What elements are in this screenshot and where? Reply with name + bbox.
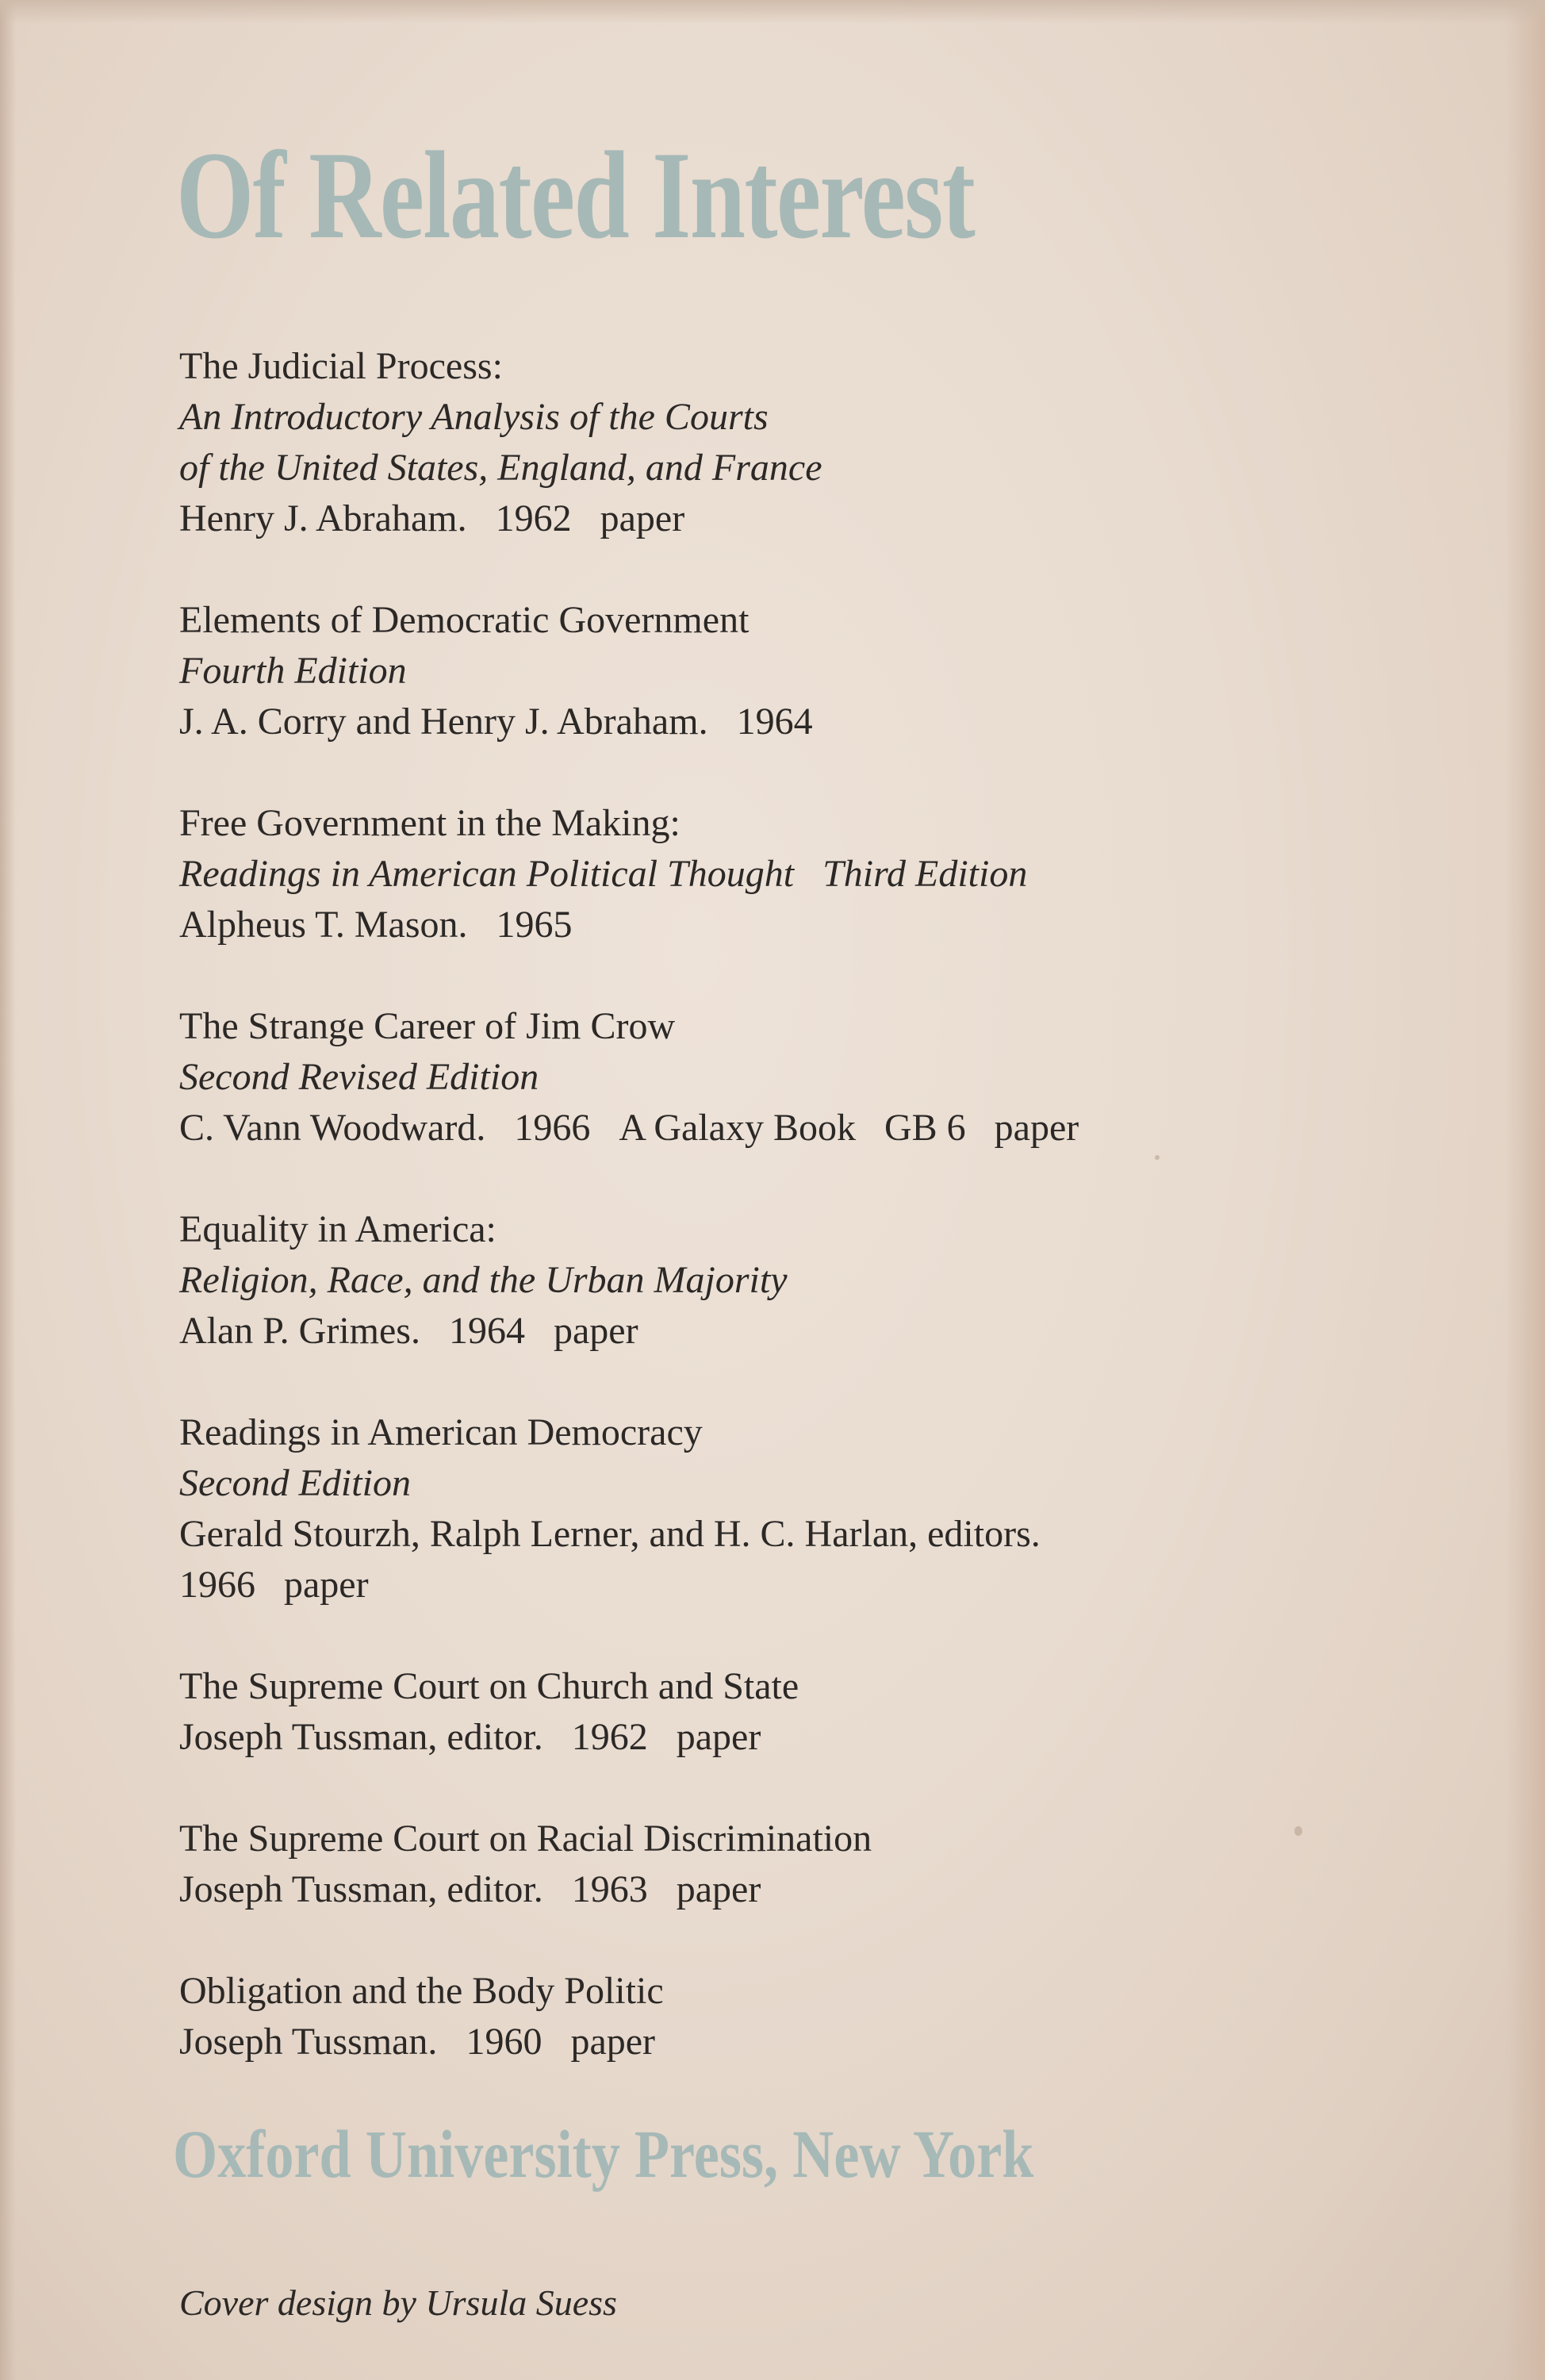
book-author: Joseph Tussman. (179, 2021, 438, 2063)
book-year: 1962 (571, 1716, 648, 1758)
book-subtitle: Second Revised Edition (179, 1056, 539, 1098)
book-format: paper (284, 1564, 369, 1606)
book-detail: paper (676, 1868, 761, 1910)
book-subtitle: of the United States, England, and France (179, 447, 822, 489)
book-subtitle: Second Edition (179, 1462, 411, 1504)
book-edition: Third Edition (822, 853, 1028, 895)
book-title: The Supreme Court on Church and State (179, 1665, 799, 1707)
book-subtitle: Fourth Edition (179, 650, 407, 692)
paper-edge-right (1505, 0, 1545, 2380)
book-detail: paper (994, 1107, 1079, 1149)
book-author: Joseph Tussman, editor. (179, 1716, 543, 1758)
book-author: Joseph Tussman, editor. (179, 1868, 543, 1910)
book-author: Alpheus T. Mason. (179, 904, 468, 946)
book-entry (179, 341, 1417, 544)
book-entry (179, 1001, 1417, 1154)
book-entry (179, 1204, 1417, 1357)
book-entry (179, 798, 1417, 950)
book-entry (179, 1814, 1417, 1915)
book-year: 1964 (448, 1310, 525, 1352)
book-info-line (179, 1306, 1417, 1357)
book-subtitle: An Introductory Analysis of the Courts (179, 396, 769, 438)
book-entry (179, 595, 1417, 747)
book-detail: A Galaxy Book (619, 1107, 856, 1149)
book-author: Alan P. Grimes. (179, 1310, 420, 1352)
book-year: 1964 (736, 701, 813, 743)
book-subtitle-line (179, 849, 1417, 900)
book-info-line (179, 900, 1417, 950)
book-title: Equality in America: (179, 1208, 496, 1250)
book-detail: paper (676, 1716, 761, 1758)
publisher-imprint: Oxford University Press, New York (173, 2116, 1034, 2192)
book-entry (179, 1661, 1417, 1763)
book-year: 1962 (495, 497, 572, 539)
book-subtitle: Readings in American Political Thought (179, 853, 795, 895)
paper-edge-top (0, 0, 1545, 24)
book-info-line (179, 2017, 1417, 2067)
book-info-line (179, 1103, 1417, 1154)
book-author: Henry J. Abraham. (179, 497, 467, 539)
book-title: The Strange Career of Jim Crow (179, 1005, 676, 1047)
book-year: 1966 (514, 1107, 591, 1149)
book-info-line (179, 1560, 1417, 1610)
book-subtitle: Religion, Race, and the Urban Majority (179, 1259, 788, 1301)
book-title: Obligation and the Body Politic (179, 1970, 664, 2012)
book-title: Elements of Democratic Government (179, 599, 749, 641)
book-title: Readings in American Democracy (179, 1411, 703, 1453)
paper-edge-left (0, 0, 16, 2380)
cover-design-credit: Cover design by Ursula Suess (179, 2282, 617, 2323)
book-author: C. Vann Woodward. (179, 1107, 486, 1149)
book-info-line (179, 1712, 1417, 1763)
book-author: J. A. Corry and Henry J. Abraham. (179, 701, 708, 743)
book-info-line (179, 493, 1417, 544)
page-heading: Of Related Interest (176, 126, 975, 265)
book-title: Free Government in the Making: (179, 802, 680, 844)
book-year: 1966 (179, 1564, 255, 1606)
book-year: 1960 (466, 2021, 542, 2063)
book-detail: paper (600, 497, 685, 539)
book-author: Gerald Stourzh, Ralph Lerner, and H. C. Harlan, editors. (179, 1513, 1041, 1555)
book-year: 1965 (496, 904, 573, 946)
book-entry (179, 1966, 1417, 2067)
book-title: The Judicial Process: (179, 345, 503, 387)
book-year: 1963 (571, 1868, 648, 1910)
book-detail: paper (553, 1310, 638, 1352)
book-detail: paper (570, 2021, 656, 2063)
book-info-line (179, 697, 1417, 747)
book-list (179, 341, 1417, 2118)
book-entry (179, 1407, 1417, 1610)
book-detail: GB 6 (884, 1107, 966, 1149)
book-title: The Supreme Court on Racial Discrimination (179, 1818, 872, 1860)
book-info-line (179, 1864, 1417, 1915)
